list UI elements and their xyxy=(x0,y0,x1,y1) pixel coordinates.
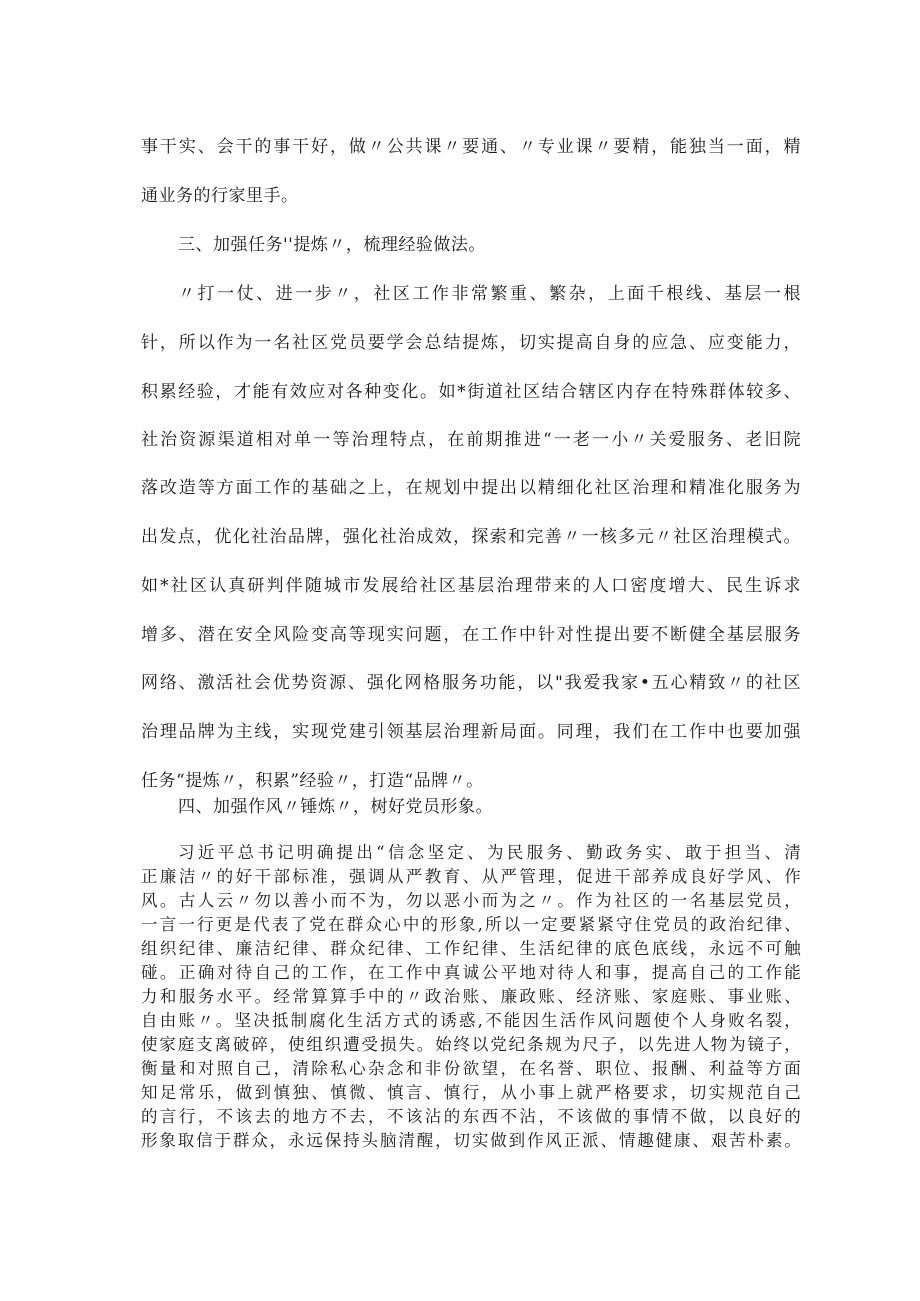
paragraph-line: 如*社区认真研判伴随城市发展给社区基层治理带来的人口密度增大、民生诉求 xyxy=(141,576,801,596)
paragraph-line: 一言一行更是代表了党在群众心中的形象,所以一定要紧紧守住党员的政治纪律、 xyxy=(141,915,801,934)
paragraph-line: 形象取信于群众，永远保持头脑清醒，切实做到作风正派、情趣健康、艰苦朴素。 xyxy=(141,1131,801,1150)
paragraph-line: 碰。正确对待自己的工作，在工作中真诚公平地对待人和事，提高自己的工作能 xyxy=(141,963,801,982)
paragraph-line: 风。古人云〃勿以善小而不为，勿以恶小而为之〃。作为社区的一名基层党员， xyxy=(141,891,801,910)
paragraph-line: 增多、潜在安全风险变高等现实问题，在工作中针对性提出要不断健全基层服务 xyxy=(141,625,801,645)
section-heading: 四、加强作风〃锤炼〃，树好党员形象。 xyxy=(178,797,493,817)
paragraph-line: 通业务的行家里手。 xyxy=(141,186,299,206)
paragraph-line: 衡量和对照自己，清除私心杂念和非份欲望，在名誉、职位、报酬、利益等方面 xyxy=(141,1059,801,1078)
paragraph-line: 针，所以作为一名社区党员要学会总结提炼，切实提高自身的应急、应变能力， xyxy=(141,333,801,353)
paragraph-line: 正廉洁〃的好干部标准，强调从严教育、从严管理，促进干部养成良好学风、作 xyxy=(141,867,801,886)
paragraph-line: 积累经验，才能有效应对各种变化。如*街道社区结合辖区内存在特殊群体较多、 xyxy=(141,382,801,402)
paragraph-line: 治理品牌为主线，实现党建引领基层治理新局面。同理，我们在工作中也要加强 xyxy=(141,722,801,742)
paragraph-line: 组织纪律、廉洁纪律、群众纪律、工作纪律、生活纪律的底色底线，永远不可触 xyxy=(141,939,801,958)
paragraph-line: 习近平总书记明确提出“信念坚定、为民服务、勤政务实、敢于担当、清 xyxy=(178,843,801,862)
paragraph-line: 网络、激活社会优势资源、强化网格服务功能，以"我爱我家•五心精致〃的社区 xyxy=(141,673,801,693)
paragraph-line: 社治资源渠道相对单一等治理特点，在前期推进“一老一小〃关爱服务、老旧院 xyxy=(141,430,801,450)
paragraph-line: 的言行，不该去的地方不去，不该沾的东西不沾，不该做的事情不做，以良好的 xyxy=(141,1107,801,1126)
paragraph-line: 知足常乐，做到慎独、慎微、慎言、慎行，从小事上就严格要求，切实规范自己 xyxy=(141,1083,801,1102)
paragraph-line: 使家庭支离破碎，使组织遭受损失。始终以党纪条规为尺子，以先进人物为镜子， xyxy=(141,1035,801,1054)
section-heading: 三、加强任务''提炼〃，梳理经验做法。 xyxy=(178,235,486,255)
paragraph-line: 任务“提炼〃，积累”经验〃，打造“品牌〃。 xyxy=(141,771,484,791)
paragraph-line: 出发点，优化社治品牌，强化社治成效，探索和完善〃一核多元〃社区治理模式。 xyxy=(141,527,801,547)
paragraph-line: 落改造等方面工作的基础之上，在规划中提出以精细化社区治理和精准化服务为 xyxy=(141,478,801,498)
paragraph-line: 自由账〃。坚决抵制腐化生活方式的诱惑,不能因生活作风问题使个人身败名裂， xyxy=(141,1011,801,1030)
paragraph-line: 力和服务水平。经常算算手中的〃政治账、廉政账、经济账、家庭账、事业账、 xyxy=(141,987,801,1006)
paragraph-line: 〃打一仗、进一步〃，社区工作非常繁重、繁杂，上面千根线、基层一根 xyxy=(178,284,801,304)
paragraph-line: 事干实、会干的事干好，做〃公共课〃要通、〃专业课〃要精，能独当一面，精 xyxy=(141,137,801,157)
